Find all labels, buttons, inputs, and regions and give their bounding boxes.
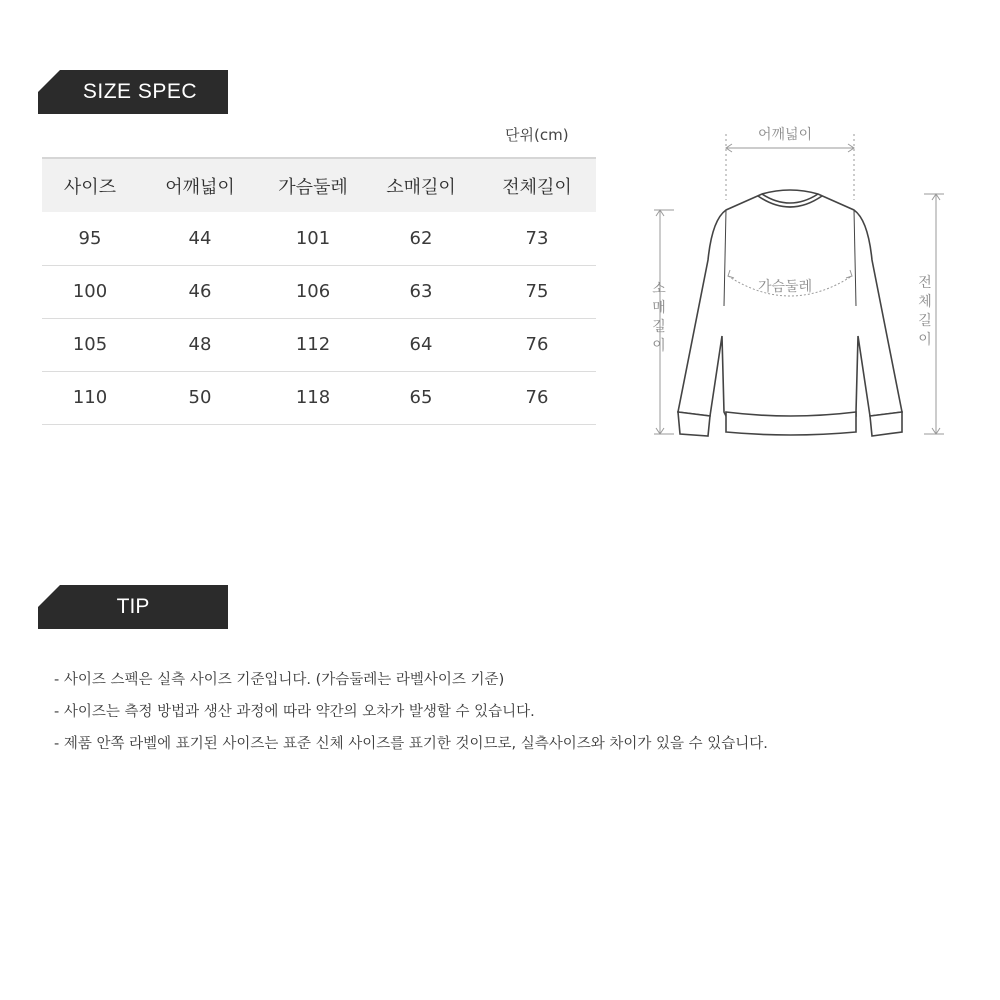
length-label: 전 체 길 이 — [918, 275, 932, 348]
cell-sleeve: 63 — [409, 281, 433, 302]
cell-sleeve: 64 — [409, 334, 433, 355]
cell-size: 105 — [72, 334, 108, 355]
cell-shoulder: 48 — [188, 334, 212, 355]
sleeve-label: 소 매 길 이 — [652, 281, 666, 354]
tip-title: TIP — [116, 595, 150, 618]
size-spec-title: SIZE SPEC — [82, 80, 198, 103]
header-size: 사이즈 — [63, 176, 117, 198]
tip-line: - 제품 안쪽 라벨에 표기된 사이즈는 표준 신체 사이즈를 표기한 것이므로, 실측사이즈와 차이가 있을 수 있습니다. — [54, 736, 768, 752]
cell-shoulder: 46 — [188, 281, 212, 302]
chest-label: 가슴둘레 — [758, 279, 813, 295]
cell-length: 76 — [525, 387, 549, 408]
cell-size: 100 — [72, 281, 108, 302]
tip-line: - 사이즈 스펙은 실측 사이즈 기준입니다. (가슴둘레는 라벨사이즈 기준) — [54, 672, 505, 688]
header-corner-notch — [38, 70, 60, 92]
header-sleeve: 소매길이 — [386, 176, 456, 198]
cell-shoulder: 50 — [188, 387, 212, 408]
table-header-row — [42, 158, 596, 212]
cell-length: 73 — [525, 227, 549, 249]
cell-chest: 106 — [295, 281, 331, 302]
shoulder-label: 어깨넓이 — [758, 127, 813, 143]
size-spec-table — [42, 157, 596, 425]
sweatshirt-outline — [678, 190, 902, 436]
cell-chest: 101 — [295, 227, 331, 249]
tip-header — [38, 585, 228, 629]
cell-size: 110 — [72, 387, 108, 408]
cell-chest: 118 — [295, 387, 331, 408]
unit-label: 단위(cm) — [505, 126, 569, 144]
header-shoulder: 어깨넓이 — [165, 176, 235, 198]
header-corner-notch — [38, 585, 60, 607]
cell-shoulder: 44 — [188, 227, 212, 249]
size-spec-header — [38, 70, 228, 114]
table-row — [42, 371, 596, 424]
cell-length: 76 — [525, 334, 549, 355]
table-row — [42, 265, 596, 318]
cell-sleeve: 62 — [409, 227, 433, 249]
measurement-diagram — [640, 120, 960, 450]
table-row — [42, 318, 596, 371]
cell-sleeve: 65 — [409, 387, 433, 408]
table-row — [42, 212, 596, 265]
cell-length: 75 — [525, 281, 549, 302]
header-length: 전체길이 — [502, 176, 572, 198]
tip-list — [54, 668, 768, 764]
tip-line: - 사이즈는 측정 방법과 생산 과정에 따라 약간의 오차가 발생할 수 있습니다. — [54, 704, 535, 720]
cell-chest: 112 — [295, 334, 331, 355]
cell-size: 95 — [78, 227, 102, 249]
header-chest: 가슴둘레 — [278, 176, 348, 198]
